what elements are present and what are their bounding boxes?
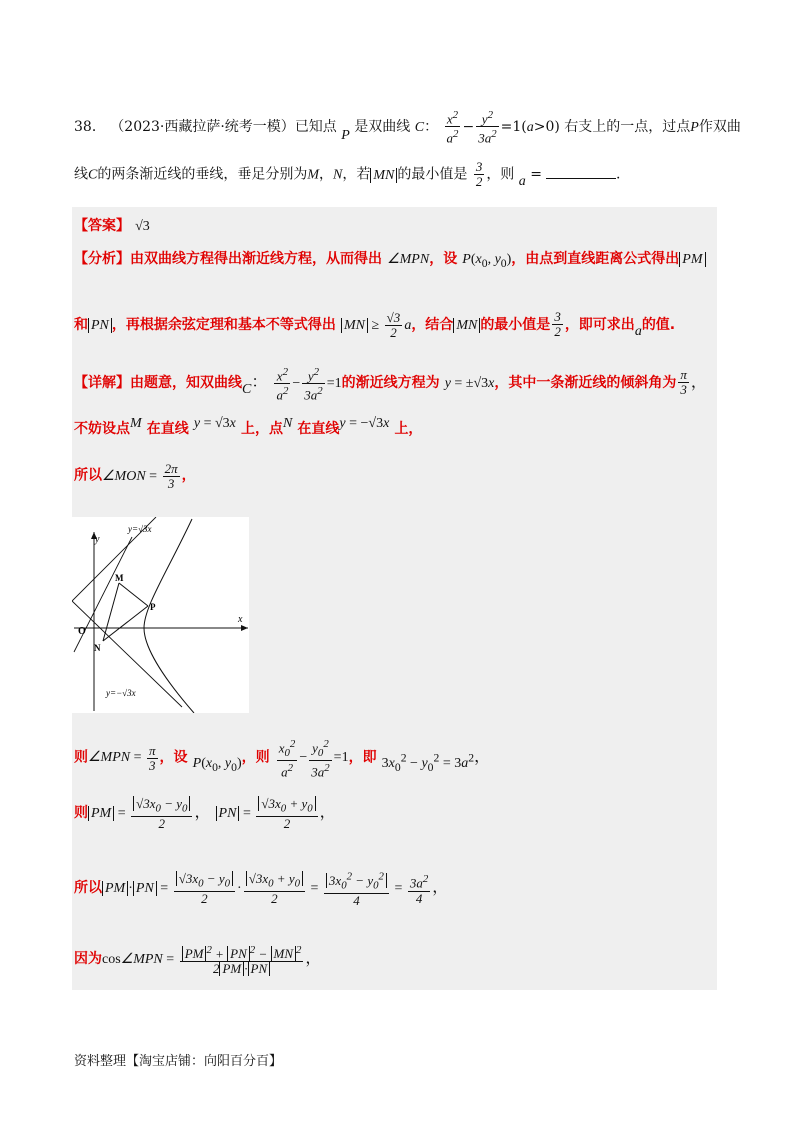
question-source: （2023·西藏拉萨·统考一模）	[110, 118, 295, 135]
analysis-line-2: 和 PN ，再根据余弦定理和基本不等式得出 MN ≥ $\frac{√3}{2}$ a，结合 MN 的最小值是 $\frac{3}{2}$ ，即可求出a的值.	[74, 309, 676, 341]
question-line-2: 线C的两条渐近线的垂线，垂足分别为M，N，若 MN 的最小值是 $\frac{3}{2}$ ，则 a = .	[74, 159, 621, 189]
x-axis-label: x	[238, 614, 243, 625]
answer-line: 【答案】 √3	[74, 218, 150, 234]
lower-asymptote-label: y=−√3x	[106, 688, 136, 698]
upper-asymptote-label: y=√3x	[128, 524, 152, 534]
hyperbola-figure	[72, 517, 249, 713]
detail-line-4: 则∠MPN = $\frac{\pi}{3}$ ，设 $P(x_0$, $y_0$)，则 $\frac{x_0^2}{a^2}$ − $\frac{y_0^2}{3a^2}$ =1，即 $3x_0^2 - y_0^2 = 3a^2$，	[74, 738, 491, 780]
answer-blank	[546, 178, 616, 179]
footer-text: 资料整理【淘宝店铺：向阳百分百】	[74, 1054, 283, 1069]
analysis-line-1: 【分析】由双曲线方程得出渐近线方程，从而得出 ∠MPN，设 $P(x_0$, $y_0$)，由点到直线距离公式得出 PM	[74, 248, 706, 270]
detail-line-5: 则 PM = $\frac{√3x_0 - y_0}{2}$ ， PN = $\frac{√3x_0 + y_0}{2}$ ，	[74, 796, 336, 831]
detail-line-2: 不妨设点M 在直线 y = √3x 上，点N 在直线y = −√3x 上，	[74, 416, 423, 437]
detail-line-7: 因为cos∠MPN = $\frac{PM ^2 + PN ^2 - MN ^2}{2 PM \cdot PN}$ ，	[74, 944, 322, 977]
detail-line-6: 所以 PM · PN = $\frac{√3x_0 - y_0}{2}$ · $\frac{√3x_0 + y_0}{2}$ = $\frac{3x_0^2 - y_0^2}{4}$ = $\frac{3a^2}{4}$ ，	[74, 871, 449, 908]
detail-line-3: 所以∠MON = $\frac{2\pi}{3}$ ，	[74, 461, 196, 491]
hyperbola-diagram	[72, 517, 249, 713]
detail-line-1: 【详解】由题意，知双曲线C： $\frac{x^2}{a^2}$ − $\frac{y^2}{3a^2}$ =1的渐近线方程为 y = ±√3x，其中一条渐近线的倾斜角为 $\frac{\pi}{3}$ ，	[74, 366, 707, 403]
y-axis-label: y	[95, 534, 100, 545]
question-number: 38．	[74, 118, 106, 135]
point-n-label: N	[94, 643, 101, 653]
point-m-label: M	[115, 573, 124, 583]
point-p-label: P	[150, 602, 156, 612]
origin-label: O	[78, 626, 86, 637]
question-line-1: 38． （2023·西藏拉萨·统考一模）已知点 P 是双曲线 C： $\frac{x^2}{a^2}$ − $\frac{y^2}{3a^2}$ =1(a>0) 右支上的一点，过点P作双曲	[74, 109, 741, 146]
answer-value: √3	[135, 219, 150, 234]
